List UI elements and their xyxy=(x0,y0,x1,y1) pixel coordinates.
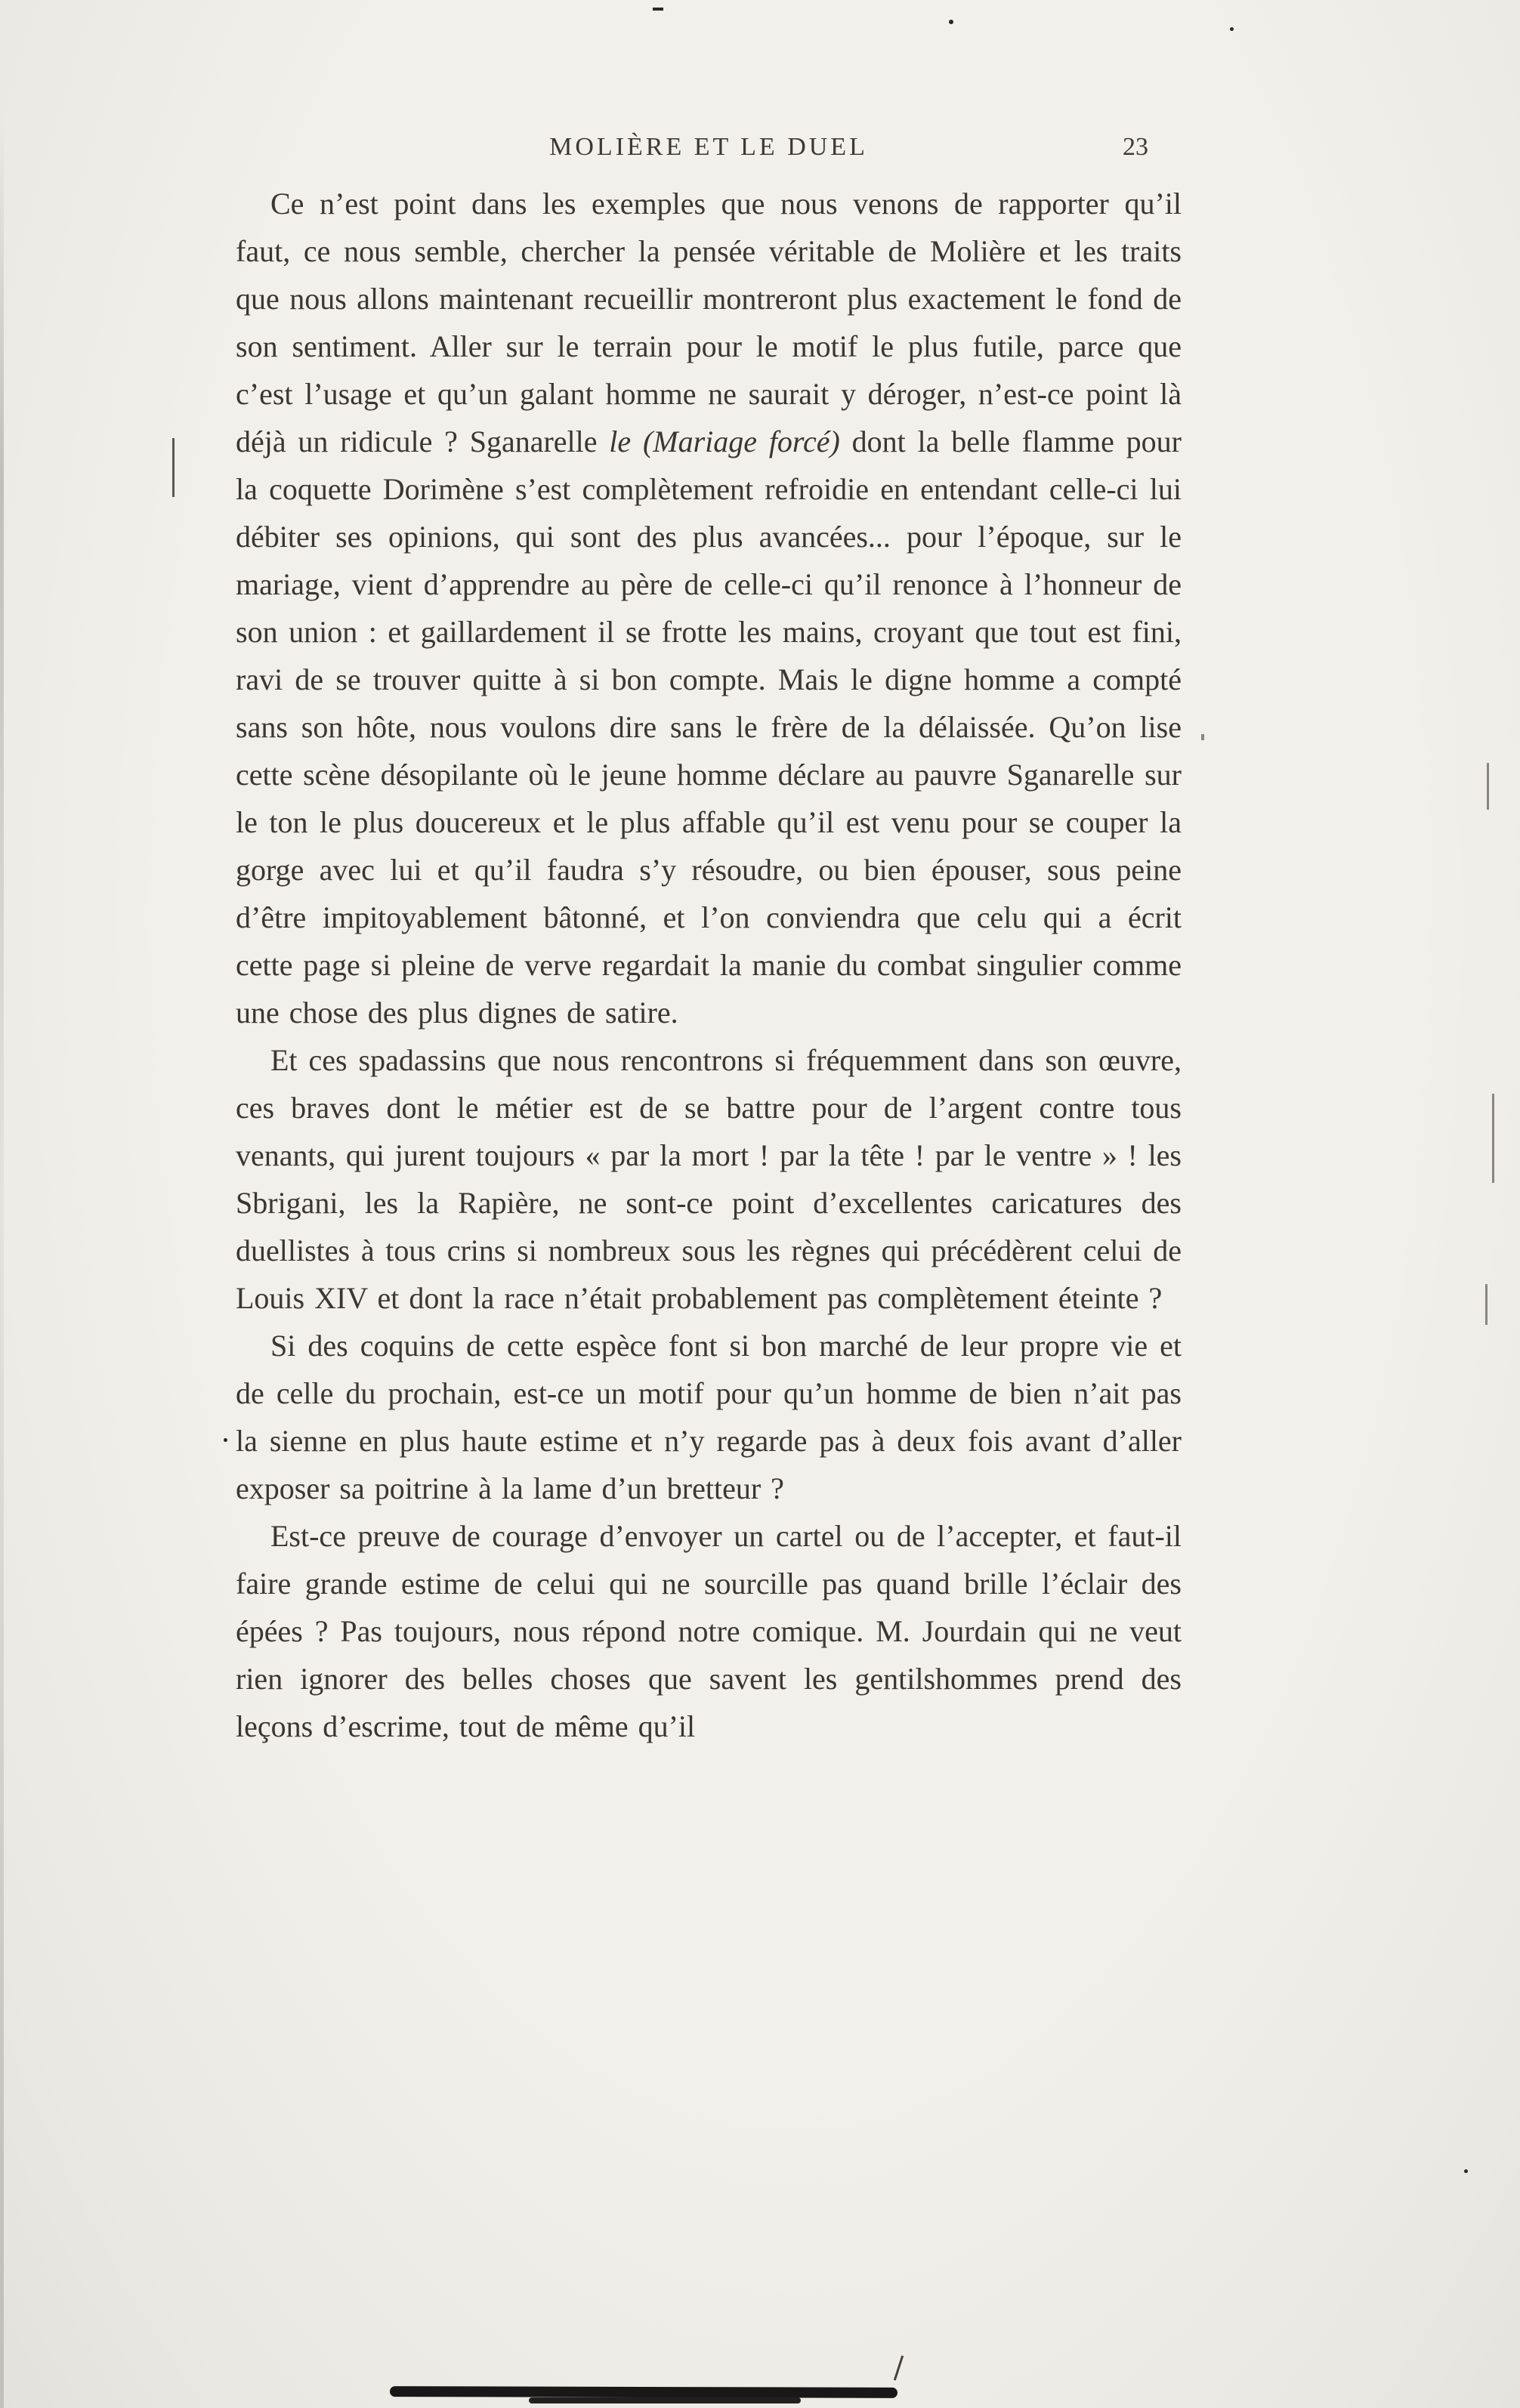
paragraph-2: Et ces spadassins que nous rencontrons si fréquemment dans son œuvre, ces braves dont le métier est de se battre pour de l’argent contre tous venants, qui jurent toujours « par la mort ! par la tête ! par le ventre » ! les Sbrigani, les la Rapière, ne sont-ce point d’excellentes caricatures des duellistes à tous crins si nombreux sous les règnes qui précédèrent celui de Louis XIV et dont la race n’était probablement pas complètement éteinte ? xyxy=(236,1043,1182,1315)
page-header xyxy=(236,133,1182,171)
paragraph-1-italic-title: le (Mariage forcé) xyxy=(609,424,840,458)
scan-artifact-right-margin-mark xyxy=(1485,1284,1488,1325)
body-text xyxy=(236,180,1182,1750)
paragraph-4: Est-ce preuve de courage d’envoyer un cartel ou de l’accepter, et faut-il faire grande estime de celui qui ne sourcille pas quand brille l’éclair des épées ? Pas toujours, nous répond notre comique. M. Jourdain qui ne veut rien ignorer des belles choses que savent les gentilshommes prend des leçons d’escrime, tout de même qu’il xyxy=(236,1519,1182,1743)
scan-artifact-bottom-bar xyxy=(390,2386,897,2398)
scan-artifact-right-margin-mark xyxy=(1492,1094,1494,1183)
paragraph-1-text-pre: Ce n’est point dans les exemples que nous venons de rapporter qu’il faut, ce nous semble, chercher la pensée véritable de Molière et les traits que nous allons maintenant recueillir montreront plus exactement le fond de son sentiment. Aller sur le terrain pour le motif le plus futile, parce que c’est l’usage et qu’un galant homme ne saurait y déroger, n’est-ce point là déjà un ridicule ? Sganarelle xyxy=(236,187,1182,458)
scan-artifact-speck xyxy=(1201,734,1204,740)
scan-artifact-left-edge-shadow xyxy=(0,0,4,2408)
scan-artifact-bottom-bar-thin xyxy=(529,2397,801,2403)
paragraph-1-text-post: dont la belle flamme pour la coquette Dorimène s’est complètement refroidie en entendant celle-ci lui débiter ses opinions, qui sont des plus avancées... pour l’époque, sur le mariage, vient d’apprendre au père de celle-ci qu’il renonce à l’honneur de son union : et gaillardement il se frotte les mains, croyant que tout est fini, ravi de se trouver quitte à si bon compte. Mais le digne homme a compté sans son hôte, nous voulons dire sans le frère de la délaissée. Qu’on lise cette scène désopilante où le jeune homme déclare au pauvre Sganarelle sur le ton le plus doucereux et le plus affable qu’il est venu pour se couper la gorge avec lui et qu’il faudra s’y résoudre, ou bien épouser, sous peine d’être impitoyablement bâtonné, et l’on conviendra que celu qui a écrit cette page si pleine de verve regardait la manie du combat singulier comme une chose des plus dignes de satire. xyxy=(236,424,1182,1030)
scan-artifact-speck xyxy=(653,8,663,11)
scan-artifact-speck xyxy=(224,1438,227,1442)
scan-artifact-slash-mark xyxy=(894,2355,904,2380)
paragraph-1 xyxy=(236,180,1182,1036)
running-title: MOLIÈRE ET LE DUEL xyxy=(549,133,868,161)
scan-artifact-left-margin-line xyxy=(172,438,175,497)
scan-artifact-right-margin-mark xyxy=(1487,763,1489,810)
scan-artifact-speck xyxy=(1464,2169,1468,2173)
paragraph-3: Si des coquins de cette espèce font si bon marché de leur propre vie et de celle du prochain, est-ce un motif pour qu’un homme de bien n’ait pas la sienne en plus haute estime et n’y regarde pas à deux fois avant d’aller exposer sa poitrine à la lame d’un bretteur ? xyxy=(236,1329,1182,1505)
page-number: 23 xyxy=(1123,133,1148,161)
scan-artifact-speck xyxy=(1230,27,1234,31)
scan-artifact-speck xyxy=(949,20,953,24)
